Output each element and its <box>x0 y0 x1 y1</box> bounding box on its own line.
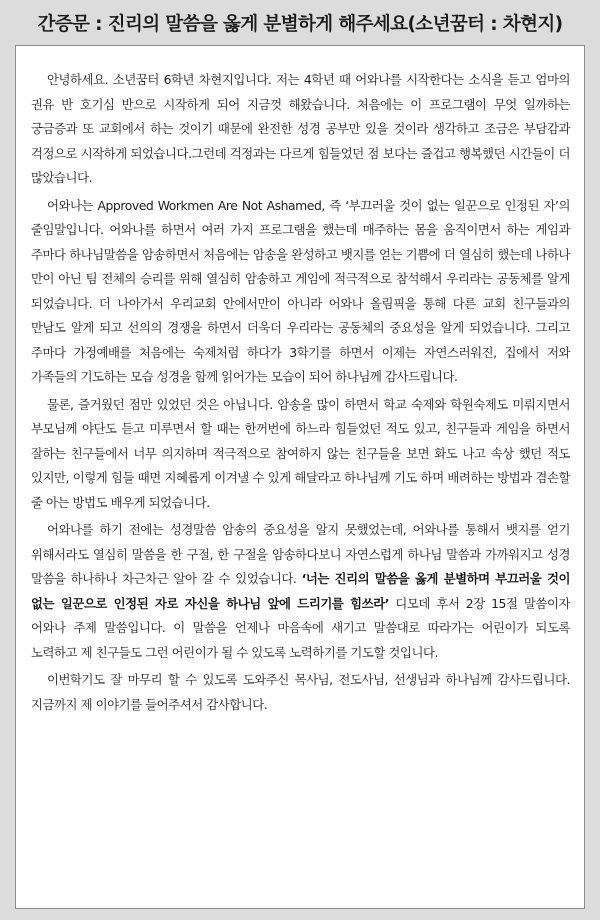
paragraph-closing: 이번학기도 잘 마무리 할 수 있도록 도와주신 목사님, 전도사님, 선생님과 하나님께 감사드립니다. 지금까지 제 이야기를 들어주셔서 감사합니다. <box>31 672 570 712</box>
scripture-lead-text: 어와나를 하기 전에는 성경말씀 암송의 중요성을 알지 못했었는데, 어와나를 통해서 뱃지를 얻기 위해서라도 열심히 말씀을 한 구절, 한 구절을 암송하다보니 자연스럽게 하나님 말씀과 가까워지고 성경 말씀을 하나하나 차근차근 알아 갈 수 있었습니다. <box>31 522 570 586</box>
paragraph-intro: 안녕하세요. 소년꿈터 6학년 차현지입니다. 저는 4학년 때 어와나를 시작한다는 소식을 듣고 엄마의 권유 반 호기심 반으로 시작하게 되어 지금껏 해왔습니다. 처음에는 이 프로그램이 무엇 일까하는 궁금증과 또 교회에서 하는 것이기 때문에 완전한 성경 공부만 있을 것이라 생각하고 조금은 부담감과 걱정으로 시작하게 되었습니다.그런데 걱정과는 다르게 힘들었던 점 보다는 즐겁고 행복했던 시간들이 더 많았습니다. <box>31 72 570 185</box>
paragraph-awana-meaning: 어와나는 Approved Workmen Are Not Ashamed, 즉 ‘부끄러울 것이 없는 일꾼으로 인정된 자’의 줄임말입니다. 어와나를 하면서 여러 가지 프로그램을 했는데 매주하는 몸을 움직이면서 하는 게임과 주마다 하나님말씀을 암송하면서 처음에는 암송을 완성하고 뱃지를 얻는 기쁨에 더 열심히 했는데 나하나 만이 아닌 팀 전체의 승리를 위해 열심히 암송하고 게임에 적극적으로 참석해서 우리라는 공동체를 알게 되었습니다. 더 나아가서 우리교회 안에서만이 아니라 어와나 올림픽을 통해 다른 교회 친구들과의 만남도 알게 되고 선의의 경쟁을 하면서 더욱더 우리라는 공동체의 중요성을 알게 되었습니다. 그리고 주마다 가정예배를 처음에는 숙제처럼 하다가 3학기를 하면서 이제는 자연스러워진, 집에서 저와 가족들의 기도하는 모습 성경을 함께 읽어가는 모습이 되어 하나님께 감사드립니다. <box>31 197 570 384</box>
paragraph-difficulties: 물론, 즐거웠던 점만 있었던 것은 아닙니다. 암송을 많이 하면서 학교 숙제와 학원숙제도 미뤄지면서 부모님께 야단도 듣고 미루면서 할 때는 한꺼번에 하느라 힘들었던 적도 있고, 친구들과 게임을 하면서 잘하는 친구들에서 너무 의지하며 적극적으로 참여하지 않는 친구들을 보면 화도 나고 속상 했던 적도 있지만, 이렇게 힘들 때면 지혜롭게 이겨낼 수 있게 해달라고 하나님께 기도 하며 배려하는 방법과 겸손할 줄 아는 방법도 배우게 되었습니다. <box>31 396 570 510</box>
testimony-body <box>15 45 585 909</box>
page-title: 간증문 : 진리의 말씀을 옳게 분별하게 해주세요(소년꿈터 : 차현지) <box>37 14 563 35</box>
scripture-quote: ‘너는 진리의 말씀을 옳게 분별하며 부끄러울 것이 없는 일꾼으로 인정된 자로 자신을 하나님 앞에 드리기를 힘쓰라’ <box>31 571 571 611</box>
paragraph-scripture <box>31 518 570 665</box>
scripture-follow-text: 디모데 후서 2장 15절 말씀이자 어와나 주제 말씀입니다. 이 말씀을 언제나 마음속에 새기고 말씀대로 따라가는 어린이가 되도록 노력하고 제 친구들도 그런 어린이가 될 수 있도록 노력하기를 기도할 것입니다. <box>31 595 570 660</box>
header <box>0 5 600 41</box>
